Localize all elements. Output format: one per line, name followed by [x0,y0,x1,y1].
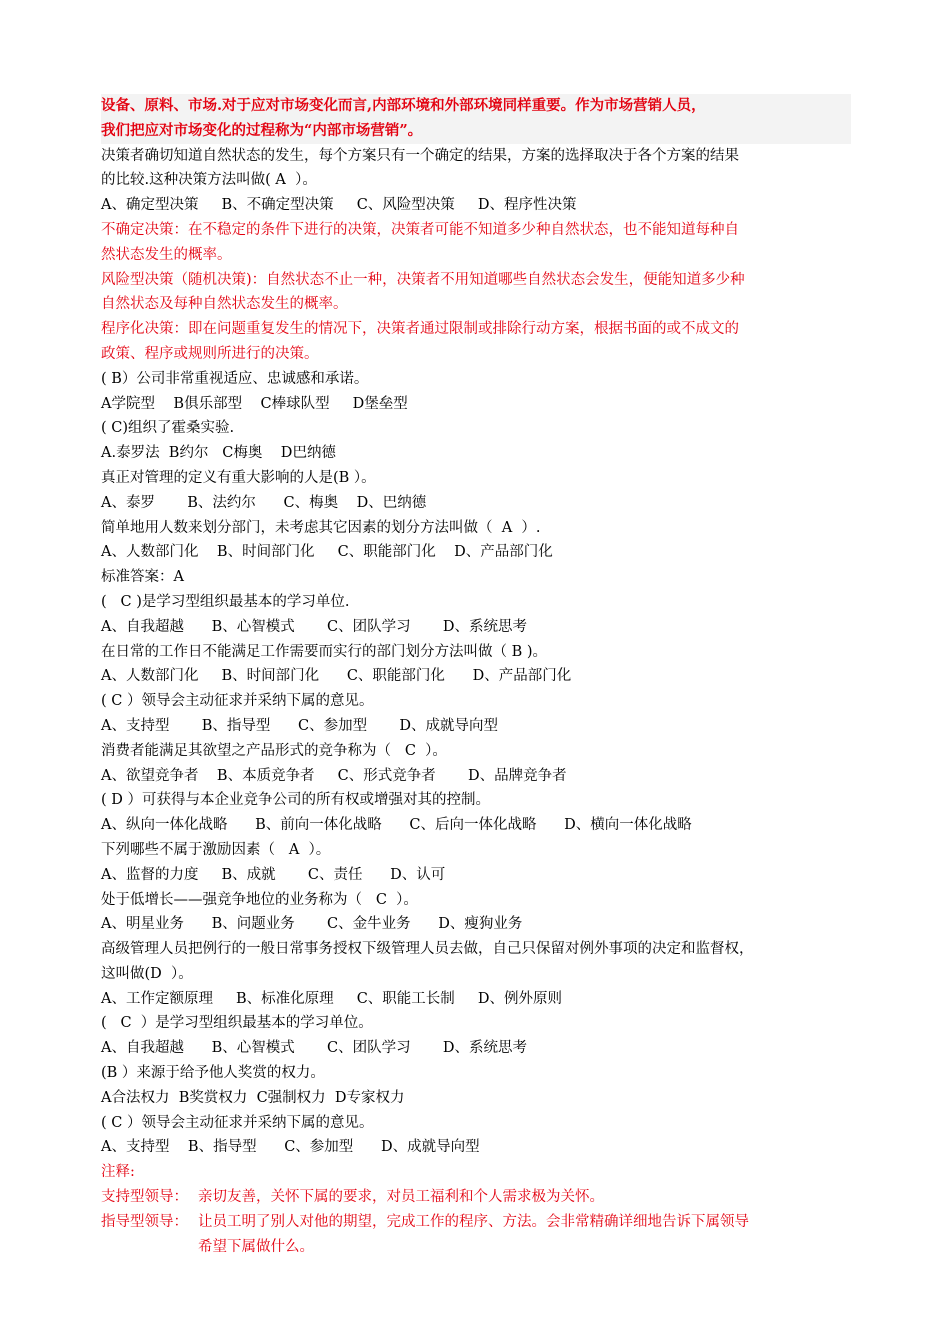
intro-paragraph [101,94,851,144]
question-text: (B ）来源于给予他人奖赏的权力。 [101,1065,325,1082]
notes-title: 注释: [101,1164,135,1181]
question-options: A、支持型 B、指导型 C、参加型 D、成就导向型 [101,1139,480,1156]
note-label: 指导型领导： [101,1213,188,1230]
note-body: 亲切友善，关怀下属的要求，对员工福利和个人需求极为关怀。 [198,1189,604,1206]
question-text: ( C ）是学习型组织最基本的学习单位。 [101,1015,373,1032]
question-text: ( D ）可获得与本企业竞争公司的所有权或增强对其的控制。 [101,792,490,809]
intro-line: 我们把应对市场变化的过程称为“内部市场营销”。 [101,121,423,139]
question-text: ( B）公司非常重视适应、忠诚感和承诺。 [101,370,369,387]
document-page [101,94,851,1259]
decision-notes [101,218,851,367]
question-options: A、自我超越 B、心智模式 C、团队学习 D、系统思考 [101,1040,528,1057]
note-line: 自然状态及每种自然状态发生的概率。 [101,296,348,313]
question-text: 在日常的工作日不能满足工作需要而实行的部门划分方法叫做（ B )。 [101,643,548,660]
question-options: A、自我超越 B、心智模式 C、团队学习 D、系统思考 [101,618,528,635]
note-line: 不确定决策：在不稳定的条件下进行的决策，决策者可能不知道多少种自然状态，也不能知道每种自 [101,221,739,238]
note-body: 让员工明了别人对他的期望，完成工作的程序、方法。会非常精确详细地告诉下属领导 [198,1213,749,1230]
question-options: A、人数部门化 B、时间部门化 C、职能部门化 D、产品部门化 [101,544,553,561]
question-text: 这叫做(D ）。 [101,965,193,982]
question-options: A、监督的力度 B、成就 C、责任 D、认可 [101,866,446,883]
question-text: 消费者能满足其欲望之产品形式的竞争称为（ C ）。 [101,742,447,759]
note-line: 然状态发生的概率。 [101,246,232,263]
question-text: 下列哪些不属于激励因素（ A ）。 [101,841,331,858]
question-text: 的比较.这种决策方法叫做( A ）。 [101,172,317,189]
question-options: A、人数部门化 B、时间部门化 C、职能部门化 D、产品部门化 [101,668,572,685]
note-label: 支持型领导： [101,1189,188,1206]
question-text: 高级管理人员把例行的一般日常事务授权下级管理人员去做，自己只保留对例外事项的决定和监督权， [101,941,754,958]
question-options: A、泰罗 B、法约尔 C、梅奥 D、巴纳德 [101,494,427,511]
question-options: A、确定型决策 B、不确定型决策 C、风险型决策 D、程序性决策 [101,197,577,214]
note-line: 风险型决策（随机决策)：自然状态不止一种，决策者不用知道哪些自然状态会发生，便能知道多少种 [101,271,745,288]
question-options: A.泰罗法 B约尔 C梅奥 D巴纳德 [101,445,336,462]
question-text: 处于低增长——强竞争地位的业务称为（ C ）。 [101,891,418,908]
answer-text: 标准答案：A [101,569,184,586]
question-options: A、工作定额原理 B、标准化原理 C、职能工长制 D、例外原则 [101,990,562,1007]
question-text: ( C )是学习型组织最基本的学习单位. [101,593,350,610]
leader-notes [101,1160,851,1259]
note-continuation: 希望下属做什么。 [198,1238,314,1255]
question-text: ( C ）领导会主动征求并采纳下属的意见。 [101,693,374,710]
note-directive [101,1210,851,1235]
question-options: A学院型 B俱乐部型 C棒球队型 D堡垒型 [101,395,408,412]
intro-line: 设备、原料、市场.对于应对市场变化而言,内部环境和外部环境同样重要。作为市场营销人员， [101,97,706,114]
question-text: ( C ）领导会主动征求并采纳下属的意见。 [101,1114,374,1131]
question-options: A、纵向一体化战略 B、前向一体化战略 C、后向一体化战略 D、横向一体化战略 [101,817,692,834]
question-options: A合法权力 B奖赏权力 C强制权力 D专家权力 [101,1089,405,1106]
note-supportive [101,1185,851,1210]
question-options: A、支持型 B、指导型 C、参加型 D、成就导向型 [101,717,499,734]
question-options: A、欲望竞争者 B、本质竞争者 C、形式竞争者 D、品牌竞争者 [101,767,567,784]
note-line: 程序化决策：即在问题重复发生的情况下，决策者通过限制或排除行动方案，根据书面的或不成文的 [101,321,739,338]
question-text: 真正对管理的定义有重大影响的人是(B ）。 [101,469,376,486]
question-text: 决策者确切知道自然状态的发生，每个方案只有一个确定的结果，方案的选择取决于各个方案的结果 [101,147,739,164]
question-text: 简单地用人数来划分部门，未考虑其它因素的划分方法叫做（ A ）. [101,519,541,536]
note-line: 政策、程序或规则所进行的决策。 [101,345,319,362]
question-text: ( C)组织了霍桑实验. [101,420,235,437]
question-options: A、明星业务 B、问题业务 C、金牛业务 D、瘦狗业务 [101,916,523,933]
